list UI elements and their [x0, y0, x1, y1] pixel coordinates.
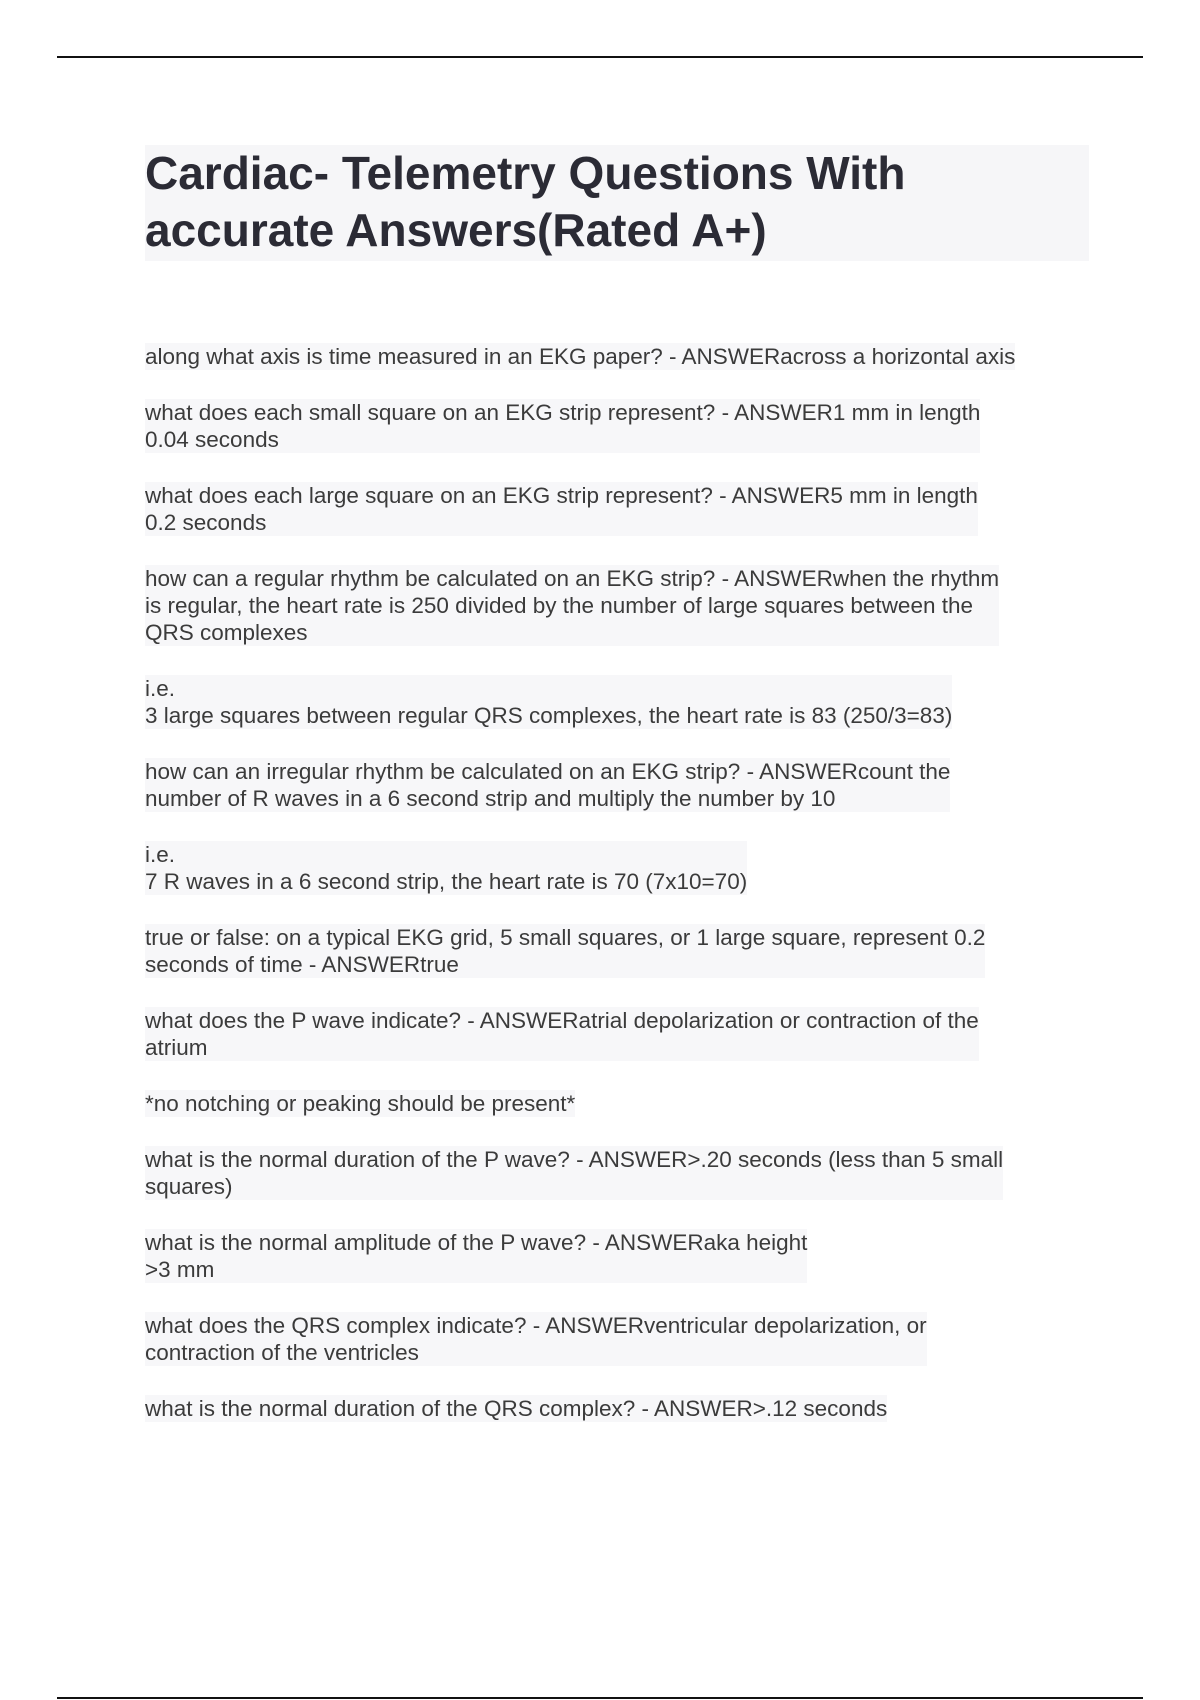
- qa-paragraph-highlight: [145, 924, 985, 978]
- qa-text-line: 0.04 seconds: [145, 427, 279, 452]
- qa-text-line: 0.2 seconds: [145, 510, 267, 535]
- qa-paragraph-highlight: [145, 1090, 575, 1117]
- document-title: [145, 145, 1089, 259]
- qa-paragraph-highlight: [145, 841, 747, 895]
- qa-paragraph: [145, 924, 1089, 978]
- qa-list: [145, 343, 1089, 1422]
- qa-paragraph-highlight: [145, 675, 952, 729]
- qa-paragraph: [145, 1229, 1089, 1283]
- qa-text-line: what does the P wave indicate? - ANSWERatrial depolarization or contraction of the: [145, 1008, 979, 1033]
- qa-text-line: how can an irregular rhythm be calculated on an EKG strip? - ANSWERcount the: [145, 759, 951, 784]
- qa-paragraph: [145, 675, 1089, 729]
- qa-text-line: contraction of the ventricles: [145, 1340, 419, 1365]
- qa-text-line: what does each small square on an EKG strip represent? - ANSWER1 mm in length: [145, 400, 981, 425]
- qa-paragraph-highlight: [145, 758, 950, 812]
- qa-paragraph: [145, 841, 1089, 895]
- qa-paragraph: [145, 1090, 1089, 1117]
- title-line: accurate Answers(Rated A+): [145, 204, 767, 256]
- qa-paragraph-highlight: [145, 565, 999, 646]
- qa-text-line: 7 R waves in a 6 second strip, the heart rate is 70 (7x10=70): [145, 869, 748, 894]
- qa-paragraph: [145, 399, 1089, 453]
- qa-paragraph: [145, 1395, 1089, 1422]
- bottom-rule: [57, 1697, 1143, 1699]
- title-block: [145, 145, 1089, 261]
- title-line: Cardiac- Telemetry Questions With: [145, 147, 906, 199]
- qa-text-line: what does each large square on an EKG strip represent? - ANSWER5 mm in length: [145, 483, 978, 508]
- qa-paragraph-highlight: [145, 399, 980, 453]
- qa-paragraph-highlight: [145, 1229, 807, 1283]
- qa-text-line: seconds of time - ANSWERtrue: [145, 952, 459, 977]
- qa-paragraph: [145, 1007, 1089, 1061]
- qa-text-line: squares): [145, 1174, 233, 1199]
- qa-paragraph: [145, 758, 1089, 812]
- qa-text-line: what is the normal amplitude of the P wave? - ANSWERaka height: [145, 1230, 808, 1255]
- qa-text-line: i.e.: [145, 676, 176, 701]
- qa-paragraph: [145, 1312, 1089, 1366]
- qa-paragraph-highlight: [145, 1146, 1003, 1200]
- top-rule: [57, 56, 1143, 58]
- qa-paragraph-highlight: [145, 1312, 927, 1366]
- qa-paragraph-highlight: [145, 343, 1015, 370]
- qa-text-line: atrium: [145, 1035, 208, 1060]
- qa-paragraph-highlight: [145, 1395, 887, 1422]
- qa-paragraph: [145, 482, 1089, 536]
- qa-text-line: number of R waves in a 6 second strip and multiply the number by 10: [145, 786, 836, 811]
- qa-paragraph-highlight: [145, 1007, 979, 1061]
- qa-text-line: what does the QRS complex indicate? - ANSWERventricular depolarization, or: [145, 1313, 927, 1338]
- qa-paragraph: [145, 1146, 1089, 1200]
- qa-text-line: >3 mm: [145, 1257, 215, 1282]
- qa-text-line: what is the normal duration of the P wave? - ANSWER>.20 seconds (less than 5 small: [145, 1147, 1004, 1172]
- qa-text-line: is regular, the heart rate is 250 divided by the number of large squares between the: [145, 593, 974, 618]
- qa-text-line: true or false: on a typical EKG grid, 5 small squares, or 1 large square, represent 0.2: [145, 925, 986, 950]
- qa-paragraph-highlight: [145, 482, 978, 536]
- qa-text-line: QRS complexes: [145, 620, 308, 645]
- qa-text-line: i.e.: [145, 842, 176, 867]
- qa-text-line: along what axis is time measured in an EKG paper? - ANSWERacross a horizontal axis: [145, 344, 1016, 369]
- qa-text-line: *no notching or peaking should be present*: [145, 1091, 576, 1116]
- qa-text-line: what is the normal duration of the QRS complex? - ANSWER>.12 seconds: [145, 1396, 888, 1421]
- qa-paragraph: [145, 343, 1089, 370]
- qa-text-line: 3 large squares between regular QRS complexes, the heart rate is 83 (250/3=83): [145, 703, 953, 728]
- document-body: [145, 145, 1089, 1451]
- qa-text-line: how can a regular rhythm be calculated on an EKG strip? - ANSWERwhen the rhythm: [145, 566, 1000, 591]
- qa-paragraph: [145, 565, 1089, 646]
